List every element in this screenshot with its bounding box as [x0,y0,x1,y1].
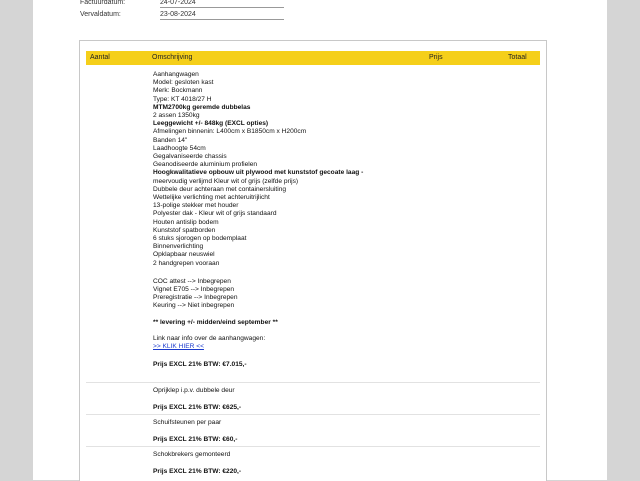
desc-line: Opklapbaar neuswiel [153,251,215,259]
desc-line: Geanodiseerde aluminium profielen [153,161,258,169]
included-line: Vignet E705 --> Inbegrepen [153,286,235,294]
invoice-date-value: 24-07-2024 [160,0,284,8]
desc-line: MTM2700kg geremde dubbelas [153,103,251,111]
desc-line: Laadhoogte 54cm [153,144,206,152]
due-date-label: Vervaldatum: [80,11,121,18]
invoice-date-label: Factuurdatum: [80,0,126,6]
extra-price: Prijs EXCL 21% BTW: €60,- [153,436,238,443]
extra-name: Schuifsteunen per paar [153,419,222,426]
desc-line: Houten antislip bodem [153,218,219,226]
extra-name: Oprijklep i.p.v. dubbele deur [153,387,235,394]
extra-price: Prijs EXCL 21% BTW: €625,- [153,404,242,411]
delivery-note: ** levering +/- midden/eind september ** [153,318,278,326]
due-date-row [80,11,196,18]
desc-line: Wettelijke verlichting met achteruitrijlicht [153,194,270,202]
info-link[interactable]: >> KLIK HIER << [153,343,204,351]
header-qty: Aantal [90,54,110,61]
desc-line: Leeggewicht +/- 848kg (EXCL opties) [153,120,269,128]
item-description [153,71,543,370]
desc-line: Merk: Bockmann [153,87,203,95]
desc-line: Afmelingen binnenin: L400cm x B1850cm x H200cm [153,128,307,136]
link-intro: Link naar info over de aanhangwagen: [153,334,266,342]
desc-line: Banden 14" [153,136,188,144]
desc-line: Gegalvaniseerde chassis [153,153,227,161]
desc-line: Hoogkwalitatieve opbouw uit plywood met kunststof gecoate laag - [153,169,364,177]
desc-line: 2 assen 1350kg [153,112,200,120]
included-line: Preregistratie --> Inbegrepen [153,294,238,302]
desc-line: meervoudig verlijmd Kleur wit of grijs (zelfde prijs) [153,177,299,185]
desc-line: Aanhangwagen [153,71,199,78]
row-divider [86,446,540,447]
included-line: Keuring --> Niet inbegrepen [153,302,235,310]
desc-line: Binnenverlichting [153,243,204,251]
row-divider [86,414,540,415]
desc-line: 13-polige stekker met houder [153,202,239,210]
header-price: Prijs [429,54,443,61]
desc-line: Model: gesloten kast [153,79,214,87]
row-divider [86,382,540,383]
invoice-table-card [79,40,547,481]
desc-line: Polyester dak - Kleur wit of grijs standaard [153,210,277,218]
desc-line: Type: KT 4018/27 H [153,95,212,103]
header-total: Totaal [508,54,527,61]
desc-line: Dubbele deur achteraan met containersluiting [153,185,287,193]
invoice-date-row [80,0,196,6]
included-line: COC attest --> Inbegrepen [153,277,231,285]
desc-line: 6 stuks sjorogen op bodemplaat [153,235,247,243]
extra-price: Prijs EXCL 21% BTW: €220,- [153,468,242,475]
header-description: Omschrijving [152,54,193,61]
due-date-value: 23-08-2024 [160,11,284,20]
table-header [86,51,540,65]
desc-line: Kunststof spatborden [153,226,216,234]
extra-name: Schokbrekers gemonteerd [153,451,231,458]
item-price: Prijs EXCL 21% BTW: €7.015,- [153,361,247,369]
desc-line: 2 handgrepen vooraan [153,259,220,267]
